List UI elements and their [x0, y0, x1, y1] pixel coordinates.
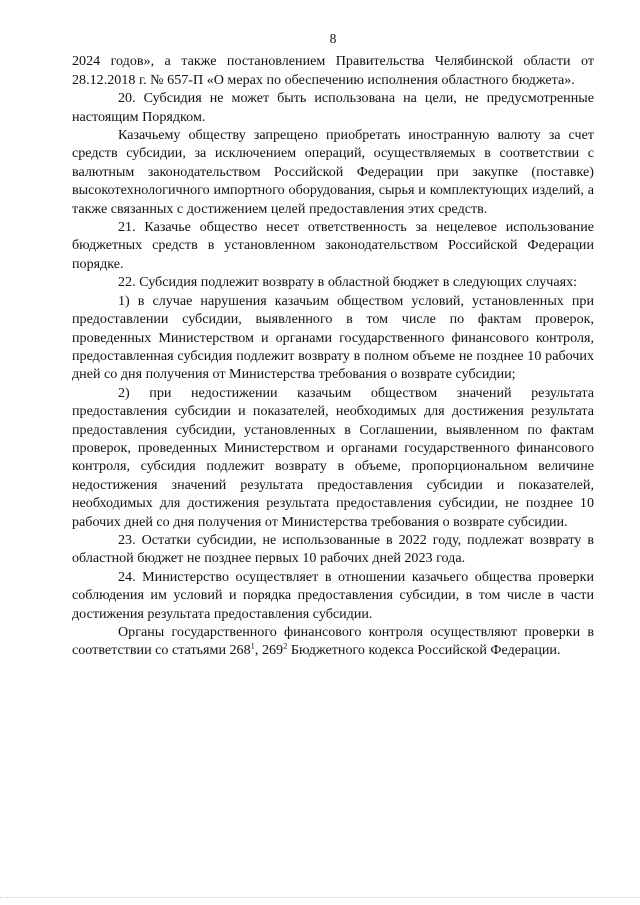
financial-control-text-3: Бюджетного кодекса Российской Федерации.	[287, 642, 561, 659]
article-superscript-2: 2	[283, 640, 288, 651]
paragraph-financial-control	[72, 623, 594, 660]
paragraph-item-22-2: 2) при недостижении казачьим обществом значений результата предоставления субсидии и показателей, необходимых для достижения результата предоставления субсидии, установленных в Соглашении, выявленном по фактам проверок, проведенных Министерством и органами государственного финансового контроля, субсидия подлежит возврату в объеме, пропорциональном величине недостижения значений результата предоставления субсидии и показателей, необходимых для достижения результата предоставления субсидии, не позднее 10 рабочих дней со дня получения от Министерства требования о возврате субсидии.	[72, 384, 594, 530]
paragraph-item-21: 21. Казачье общество несет ответственность за нецелевое использование бюджетных средств в установленном законодательством Российской Федерации порядке.	[72, 219, 594, 272]
article-superscript-1: 1	[250, 640, 255, 651]
paragraph-item-20: 20. Субсидия не может быть использована на цели, не предусмотренные настоящим Порядком.	[72, 90, 594, 125]
paragraph-item-24: 24. Министерство осуществляет в отношении казачьего общества проверки соблюдения им условий и порядка предоставления субсидии, в том числе в части достижения результата предоставления субсидии.	[72, 568, 594, 622]
scan-bottom-edge	[0, 897, 640, 899]
paragraph-continuation: 2024 годов», а также постановлением Правительства Челябинской области от 28.12.2018 г. № 657-П «О мерах по обеспечению исполнения областного бюджета».	[72, 53, 594, 88]
page-number: 8	[329, 31, 337, 46]
paragraph-item-22-1: 1) в случае нарушения казачьим обществом условий, установленных при предоставлении субсидии, выявленного в том числе по фактам проверок, проведенных Министерством и органами государственного финансового контроля, предоставленная субсидия подлежит возврату в полном объеме не позднее 10 рабочих дней со дня получения от Министерства требования о возврате субсидии;	[72, 292, 594, 383]
financial-control-text-1: Органы государственного финансового контроля осуществляют проверки в соответствии со статьями 268	[72, 624, 594, 659]
financial-control-text-2: , 269	[254, 642, 284, 659]
paragraph-item-23: 23. Остатки субсидии, не использованные в 2022 году, подлежат возврату в областной бюджет не позднее первых 10 рабочих дней 2023 года.	[72, 531, 594, 567]
paragraph-currency-restriction: Казачьему обществу запрещено приобретать иностранную валюту за счет средств субсидии, за исключением операций, осуществляемых в соответствии с валютным законодательством Российской Федерации при закупке (поставке) высокотехнологичного импортного оборудования, сырья и комплектующих изделий, а также связанных с достижением целей предоставления этих средств.	[72, 127, 594, 217]
document-page	[72, 30, 594, 660]
paragraph-item-22: 22. Субсидия подлежит возврату в областной бюджет в следующих случаях:	[118, 274, 578, 291]
